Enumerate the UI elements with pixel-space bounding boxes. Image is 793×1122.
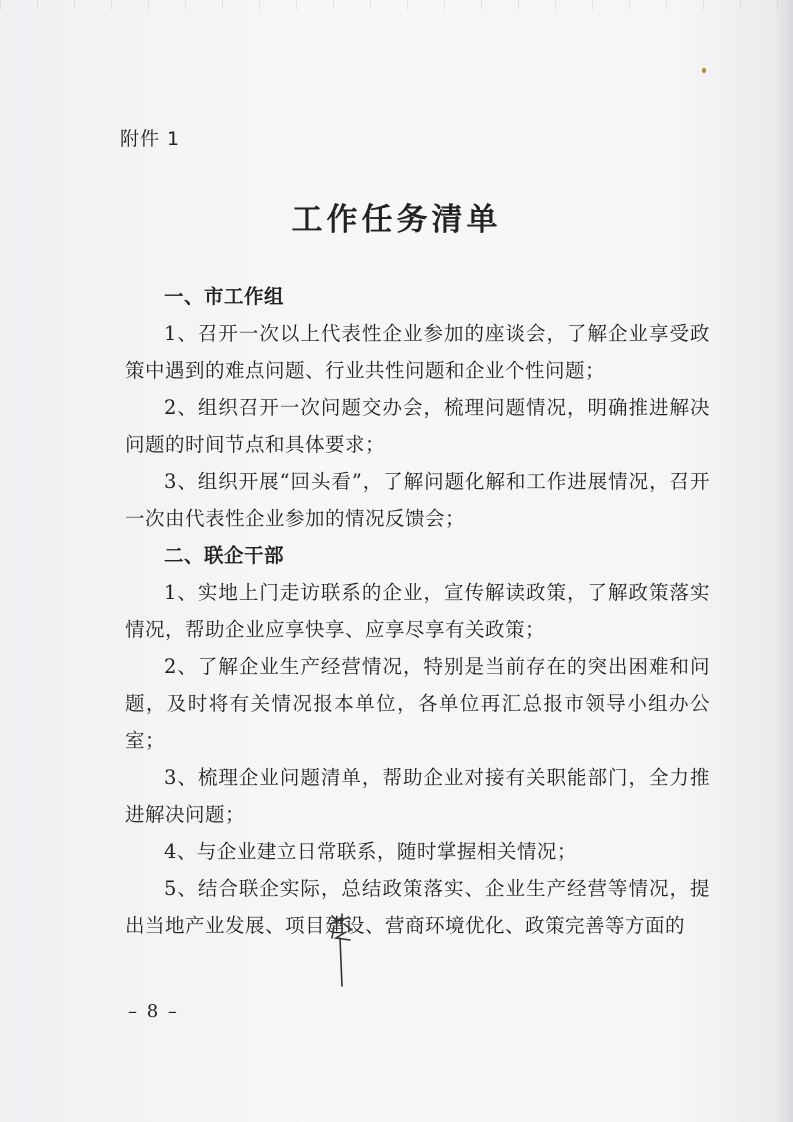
paragraph: 3、组织开展“回头看”，了解问题化解和工作进展情况，召开一次由代表性企业参加的情况反馈会； <box>125 470 710 530</box>
scan-speck <box>702 68 706 73</box>
paragraph: 3、梳理企业问题清单，帮助企业对接有关职能部门，全力推进解决问题； <box>125 766 710 826</box>
page-edge-shadow <box>775 0 793 1122</box>
handwritten-signature <box>326 908 360 988</box>
paragraph: 1、实地上门走访联系的企业，宣传解读政策，了解政策落实情况，帮助企业应享快享、应享尽享有关政策； <box>125 581 710 641</box>
attachment-label: 附件 1 <box>120 128 181 150</box>
document-body <box>125 278 710 944</box>
section-heading-city-working-group: 一、市工作组 <box>164 285 285 308</box>
paragraph: 2、了解企业生产经营情况，特别是当前存在的突出困难和问题，及时将有关情况报本单位，各单位再汇总报市领导小组办公室； <box>125 655 710 752</box>
paragraph: 5、结合联企实际，总结政策落实、企业生产经营等情况，提出当地产业发展、项目建设、营商环境优化、政策完善等方面的 <box>125 877 710 937</box>
section-heading-liaison-cadres: 二、联企干部 <box>164 544 285 567</box>
page-number: – 8 – <box>128 1001 179 1022</box>
paragraph: 1、召开一次以上代表性企业参加的座谈会，了解企业享受政策中遇到的难点问题、行业共性问题和企业个性问题； <box>125 322 710 382</box>
document-title: 工作任务清单 <box>291 202 502 238</box>
paragraph: 4、与企业建立日常联系，随时掌握相关情况； <box>164 840 577 863</box>
paragraph: 2、组织召开一次问题交办会，梳理问题情况，明确推进解决问题的时间节点和具体要求； <box>125 396 710 456</box>
scan-edge-noise <box>0 0 793 10</box>
